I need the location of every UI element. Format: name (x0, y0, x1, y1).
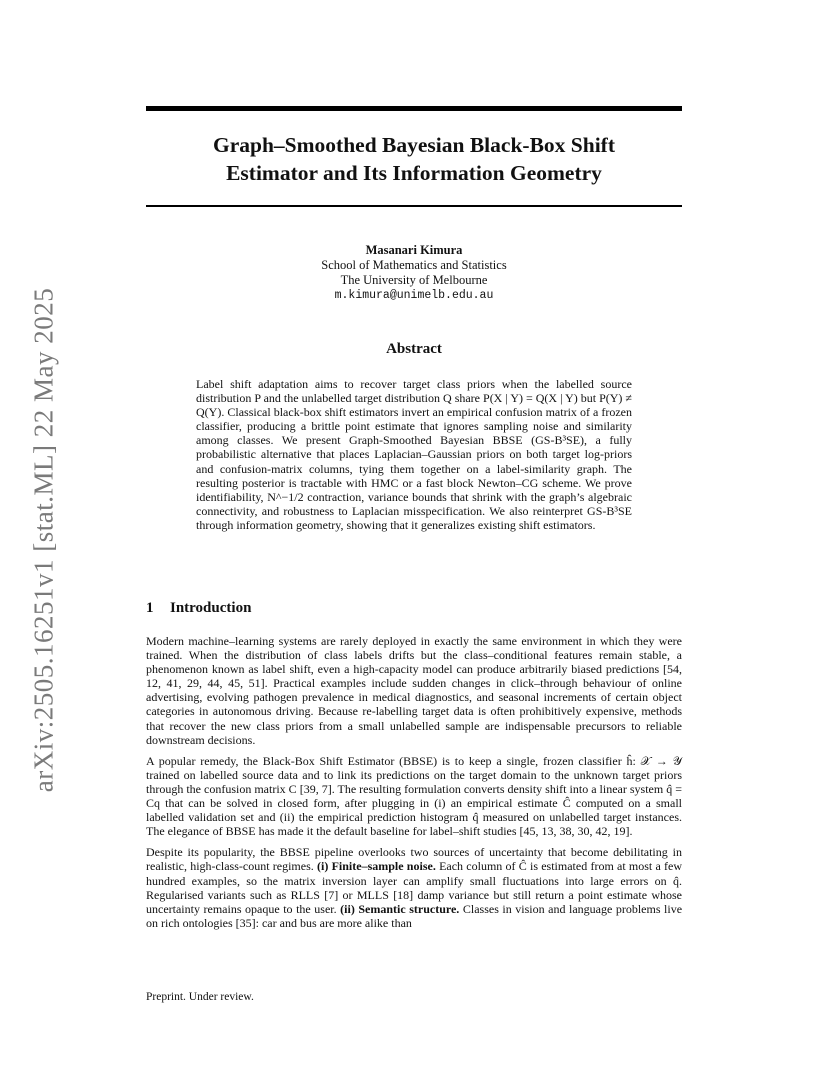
body-paragraph-3-intro: Despite its popularity, the BBSE pipeline overlooks two sources of uncertainty that become debilitating in realistic, high-class-count regimes. (146, 845, 682, 874)
abstract-heading: Abstract (386, 341, 442, 357)
title-line-1: Graph–Smoothed Bayesian Black-Box Shift (213, 133, 615, 157)
author-affiliation-university: The University of Melbourne (340, 273, 488, 287)
author-email: m.kimura@unimelb.edu.au (334, 289, 494, 302)
body-paragraph-2: A popular remedy, the Black-Box Shift Estimator (BBSE) is to keep a single, frozen classifier ĥ: 𝒳 → 𝒴 trained on labelled source data and to link its predictions on the target domain to the unknown target priors through the confusion matrix C [39, 7]. The resulting formulation converts density shift into a linear system q̂ = Cq that can be solved in closed form, after plugging in (i) an empirical estimate Ĉ computed on a small labelled validation set and (ii) the empirical prediction histogram q̂ measured on unlabelled target instances. The elegance of BBSE has made it the default baseline for label–shift studies [45, 13, 38, 30, 42, 19]. (146, 753, 682, 839)
section-heading (146, 600, 251, 617)
body-paragraph-3-noise: Each column of Ĉ is estimated from at most a few hundred examples, so the matrix inversion layer can amplify small fluctuations into large errors on q̂. Regularised variants such as RLLS [7] or MLLS [18] damp variance but still return a point estimate whose uncertainty remains opaque to the user. (146, 859, 683, 916)
semantic-structure-label: (ii) Semantic structure. (340, 901, 460, 916)
title-top-rule (146, 106, 682, 111)
section-title: Introduction (170, 600, 252, 616)
author-block (146, 243, 682, 303)
body-paragraph-3 (146, 845, 682, 930)
abstract-text: Label shift adaptation aims to recover target class priors when the labelled source distribution P and the unlabelled target distribution Q share P(X | Y) = Q(X | Y) but P(Y) ≠ Q(Y). Classical black-box shift estimators invert an empirical confusion matrix of a frozen classifier, producing a brittle point estimate that ignores sampling noise and similarity among classes. We present Graph-Smoothed Bayesian BBSE (GS-B³SE), a fully probabilistic alternative that places Laplacian–Gaussian priors on both target log-priors and confusion-matrix columns, tying them together on a label-similarity graph. The resulting posterior is tractable with HMC or a fast block Newton–CG scheme. We prove identifiability, N^−1/2 contraction, variance bounds that shrink with the graph’s algebraic connectivity, and robustness to Laplacian misspecification. We also reinterpret GS-B³SE through information geometry, showing that it generalizes existing shift estimators. (196, 377, 632, 532)
arxiv-sidebar-id: arXiv:2505.16251v1 [stat.ML] 22 May 2025 (28, 287, 59, 793)
author-affiliation-school: School of Mathematics and Statistics (321, 258, 507, 272)
title-line-2: Estimator and Its Information Geometry (226, 161, 602, 185)
finite-sample-noise-label: (i) Finite–sample noise. (317, 859, 436, 874)
title-bottom-rule (146, 205, 682, 207)
author-name: Masanari Kimura (365, 243, 463, 257)
body-paragraph-3-semantic: Classes in vision and language problems live on rich ontologies [35]: car and bus are more alike than (146, 901, 683, 930)
section-body (146, 634, 682, 937)
body-paragraph-1: Modern machine–learning systems are rarely deployed in exactly the same environment in which they were trained. When the distribution of class labels drifts but the class–conditional features remain stable, a phenomenon known as label shift, even a high-capacity model can produce arbitrarily biased predictions [54, 12, 41, 29, 44, 45, 51]. Practical examples include sudden changes in click–through behaviour of online advertising, evolving pathogen prevalence in medical diagnostics, and seasonal increments of certain object categories in autonomous driving. Because re-labelling target data is often prohibitively expensive, methods that recover the new class priors from a small unlabelled sample are indispensable precursors to reliable downstream decisions. (146, 634, 682, 747)
footer-note: Preprint. Under review. (146, 991, 254, 1003)
paper-title (146, 131, 682, 187)
section-number: 1 (146, 600, 154, 616)
